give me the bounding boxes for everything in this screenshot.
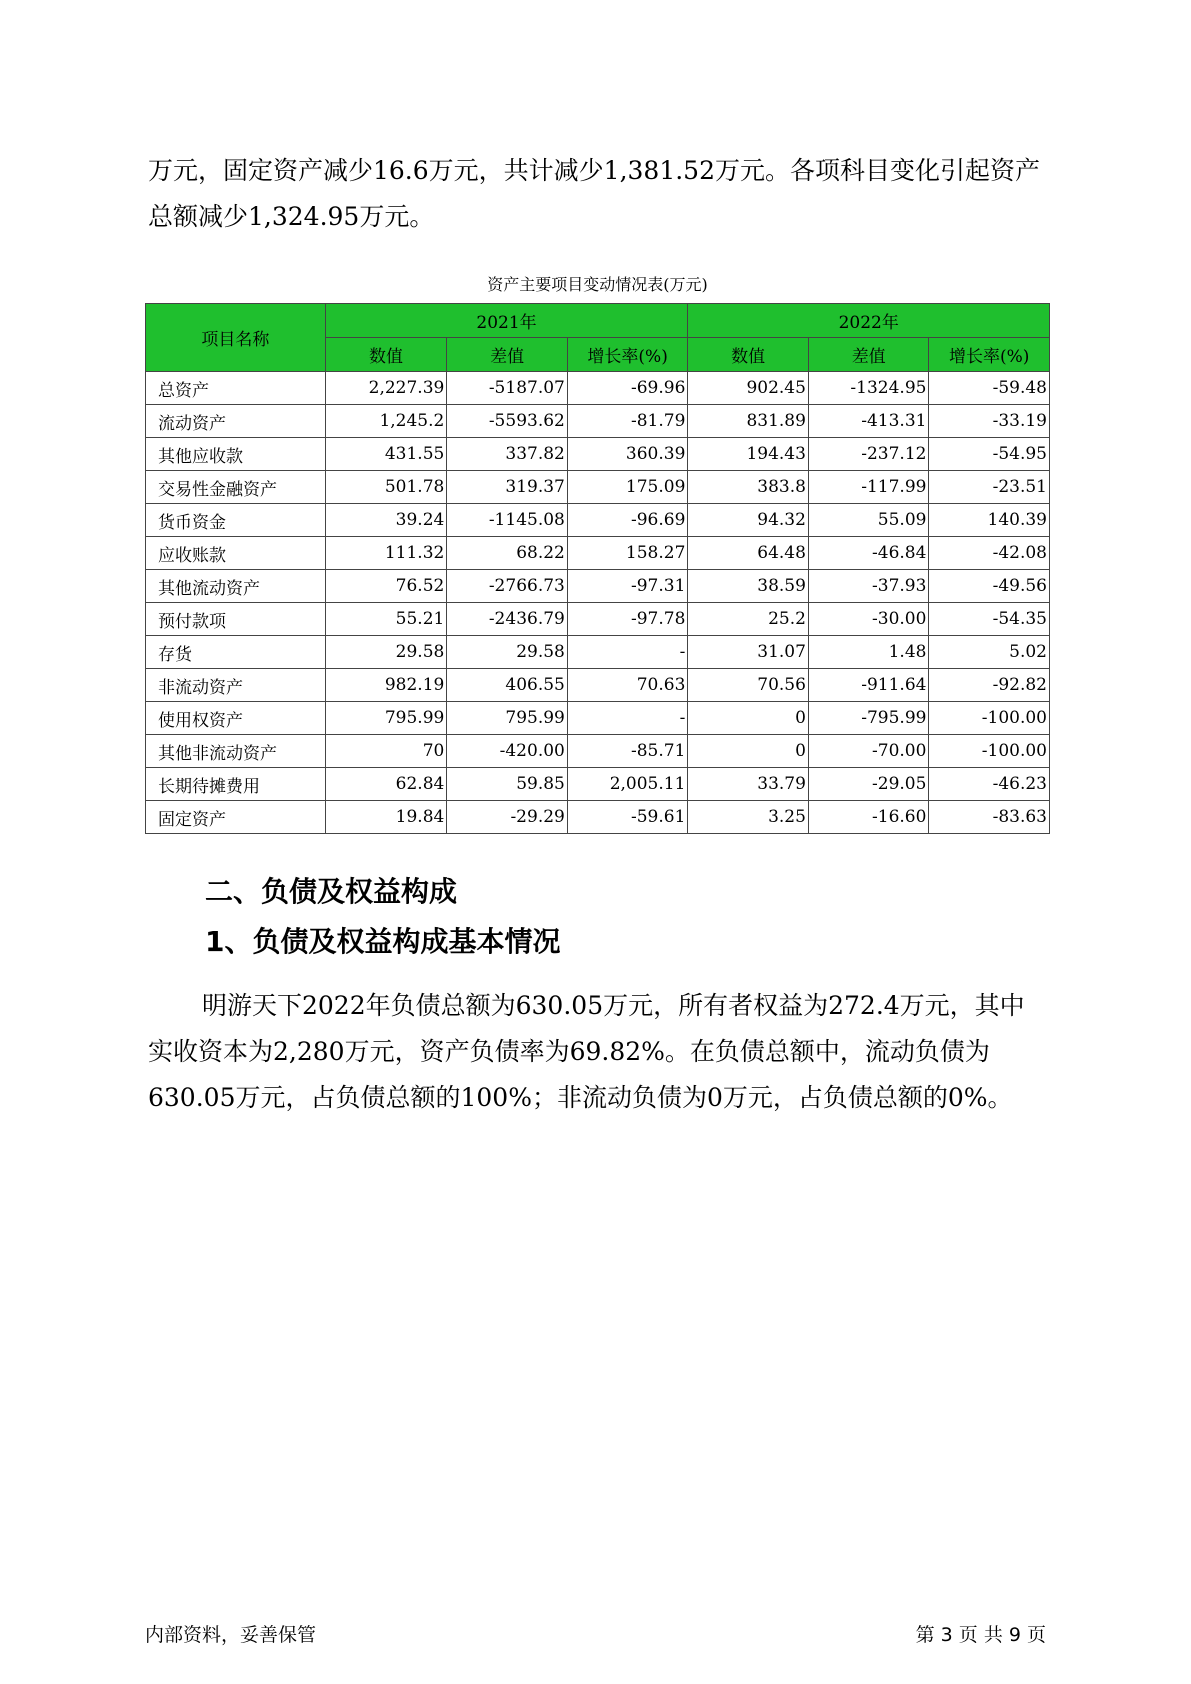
row-value-cell: -83.63 xyxy=(929,801,1050,834)
row-item-name: 流动资产 xyxy=(146,405,326,438)
row-value-cell: -413.31 xyxy=(808,405,929,438)
row-value-cell: 31.07 xyxy=(688,636,809,669)
row-value-cell: -46.23 xyxy=(929,768,1050,801)
row-value-cell: -54.35 xyxy=(929,603,1050,636)
row-item-name: 非流动资产 xyxy=(146,669,326,702)
row-item-name: 预付款项 xyxy=(146,603,326,636)
header-value-2022: 数值 xyxy=(688,338,809,372)
row-value-cell: -49.56 xyxy=(929,570,1050,603)
row-value-cell: -92.82 xyxy=(929,669,1050,702)
row-value-cell: 76.52 xyxy=(325,570,447,603)
row-value-cell: -97.31 xyxy=(567,570,688,603)
row-value-cell: -5593.62 xyxy=(447,405,568,438)
row-value-cell: 319.37 xyxy=(447,471,568,504)
intro-paragraph: 万元，固定资产减少16.6万元，共计减少1,381.52万元。各项科目变化引起资产总额减少1,324.95万元。 xyxy=(148,156,1040,231)
row-value-cell: 795.99 xyxy=(325,702,447,735)
header-diff-2021: 差值 xyxy=(447,338,568,372)
row-value-cell: 406.55 xyxy=(447,669,568,702)
table-row xyxy=(146,702,1050,735)
row-value-cell: 5.02 xyxy=(929,636,1050,669)
row-value-cell: -81.79 xyxy=(567,405,688,438)
row-value-cell: 68.22 xyxy=(447,537,568,570)
header-growth-2022: 增长率(%) xyxy=(929,338,1050,372)
row-value-cell: 2,005.11 xyxy=(567,768,688,801)
row-value-cell: -23.51 xyxy=(929,471,1050,504)
row-value-cell: 94.32 xyxy=(688,504,809,537)
row-value-cell: -96.69 xyxy=(567,504,688,537)
liability-paragraph: 明游天下2022年负债总额为630.05万元，所有者权益为272.4万元，其中实收资本为2,280万元，资产负债率为69.82%。在负债总额中，流动负债为630.05万元，占负债总额的100%；非流动负债为0万元，占负债总额的0%。 xyxy=(148,991,1025,1112)
row-value-cell: -46.84 xyxy=(808,537,929,570)
row-value-cell: 902.45 xyxy=(688,372,809,405)
table-row xyxy=(146,768,1050,801)
row-item-name: 其他应收款 xyxy=(146,438,326,471)
row-value-cell: -59.61 xyxy=(567,801,688,834)
footer-page-number: 第 3 页 共 9 页 xyxy=(915,1624,1046,1646)
table-row xyxy=(146,438,1050,471)
row-value-cell: 111.32 xyxy=(325,537,447,570)
row-value-cell: 55.09 xyxy=(808,504,929,537)
table-row xyxy=(146,372,1050,405)
row-item-name: 货币资金 xyxy=(146,504,326,537)
row-item-name: 总资产 xyxy=(146,372,326,405)
row-value-cell: 831.89 xyxy=(688,405,809,438)
row-item-name: 其他流动资产 xyxy=(146,570,326,603)
row-value-cell: 59.85 xyxy=(447,768,568,801)
section-heading: 二、负债及权益构成 xyxy=(205,875,458,908)
row-value-cell: 64.48 xyxy=(688,537,809,570)
row-value-cell: 25.2 xyxy=(688,603,809,636)
row-value-cell: 70.63 xyxy=(567,669,688,702)
subsection-heading: 1、负债及权益构成基本情况 xyxy=(205,925,561,958)
row-value-cell: 0 xyxy=(688,735,809,768)
row-value-cell: -54.95 xyxy=(929,438,1050,471)
row-value-cell: 1.48 xyxy=(808,636,929,669)
row-value-cell: -1145.08 xyxy=(447,504,568,537)
row-value-cell: 33.79 xyxy=(688,768,809,801)
row-value-cell: 0 xyxy=(688,702,809,735)
row-value-cell: 383.8 xyxy=(688,471,809,504)
table-row xyxy=(146,570,1050,603)
row-item-name: 存货 xyxy=(146,636,326,669)
header-value-2021: 数值 xyxy=(325,338,447,372)
row-item-name: 交易性金融资产 xyxy=(146,471,326,504)
row-item-name: 应收账款 xyxy=(146,537,326,570)
row-value-cell: 795.99 xyxy=(447,702,568,735)
row-value-cell: 360.39 xyxy=(567,438,688,471)
table-row xyxy=(146,636,1050,669)
row-value-cell: -5187.07 xyxy=(447,372,568,405)
table-row xyxy=(146,669,1050,702)
table-row xyxy=(146,471,1050,504)
header-year-2021: 2021年 xyxy=(325,304,688,338)
header-year-2022: 2022年 xyxy=(688,304,1050,338)
table-caption: 资产主要项目变动情况表(万元) xyxy=(487,275,708,294)
row-value-cell: -237.12 xyxy=(808,438,929,471)
row-value-cell: -85.71 xyxy=(567,735,688,768)
row-value-cell: -795.99 xyxy=(808,702,929,735)
row-value-cell: -16.60 xyxy=(808,801,929,834)
table-row xyxy=(146,735,1050,768)
row-value-cell: 70.56 xyxy=(688,669,809,702)
row-value-cell: 194.43 xyxy=(688,438,809,471)
table-row xyxy=(146,603,1050,636)
row-value-cell: -59.48 xyxy=(929,372,1050,405)
row-value-cell: 175.09 xyxy=(567,471,688,504)
table-row xyxy=(146,504,1050,537)
row-value-cell: -2766.73 xyxy=(447,570,568,603)
row-item-name: 使用权资产 xyxy=(146,702,326,735)
row-value-cell: -29.29 xyxy=(447,801,568,834)
row-value-cell: -42.08 xyxy=(929,537,1050,570)
row-value-cell: - xyxy=(567,636,688,669)
row-value-cell: -2436.79 xyxy=(447,603,568,636)
footer-confidential: 内部资料，妥善保管 xyxy=(145,1624,317,1646)
row-item-name: 其他非流动资产 xyxy=(146,735,326,768)
row-value-cell: 38.59 xyxy=(688,570,809,603)
row-value-cell: 19.84 xyxy=(325,801,447,834)
table-row xyxy=(146,801,1050,834)
row-value-cell: -911.64 xyxy=(808,669,929,702)
row-value-cell: -117.99 xyxy=(808,471,929,504)
row-value-cell: 140.39 xyxy=(929,504,1050,537)
asset-change-table xyxy=(145,303,1050,834)
row-item-name: 长期待摊费用 xyxy=(146,768,326,801)
row-value-cell: -97.78 xyxy=(567,603,688,636)
row-value-cell: 158.27 xyxy=(567,537,688,570)
row-value-cell: 2,227.39 xyxy=(325,372,447,405)
row-value-cell: -33.19 xyxy=(929,405,1050,438)
row-value-cell: -29.05 xyxy=(808,768,929,801)
row-value-cell: -100.00 xyxy=(929,702,1050,735)
row-value-cell: -30.00 xyxy=(808,603,929,636)
row-value-cell: 1,245.2 xyxy=(325,405,447,438)
table-row xyxy=(146,405,1050,438)
row-value-cell: 70 xyxy=(325,735,447,768)
table-row xyxy=(146,537,1050,570)
row-value-cell: -37.93 xyxy=(808,570,929,603)
row-value-cell: 337.82 xyxy=(447,438,568,471)
row-value-cell: 982.19 xyxy=(325,669,447,702)
row-value-cell: -100.00 xyxy=(929,735,1050,768)
row-value-cell: -69.96 xyxy=(567,372,688,405)
header-item-name: 项目名称 xyxy=(146,304,326,372)
row-value-cell: 29.58 xyxy=(325,636,447,669)
table-body xyxy=(146,372,1050,834)
row-value-cell: - xyxy=(567,702,688,735)
header-diff-2022: 差值 xyxy=(808,338,929,372)
header-growth-2021: 增长率(%) xyxy=(567,338,688,372)
row-value-cell: 3.25 xyxy=(688,801,809,834)
row-value-cell: 55.21 xyxy=(325,603,447,636)
row-value-cell: -70.00 xyxy=(808,735,929,768)
row-value-cell: -1324.95 xyxy=(808,372,929,405)
row-item-name: 固定资产 xyxy=(146,801,326,834)
row-value-cell: 62.84 xyxy=(325,768,447,801)
row-value-cell: 39.24 xyxy=(325,504,447,537)
row-value-cell: 29.58 xyxy=(447,636,568,669)
row-value-cell: 501.78 xyxy=(325,471,447,504)
row-value-cell: 431.55 xyxy=(325,438,447,471)
row-value-cell: -420.00 xyxy=(447,735,568,768)
